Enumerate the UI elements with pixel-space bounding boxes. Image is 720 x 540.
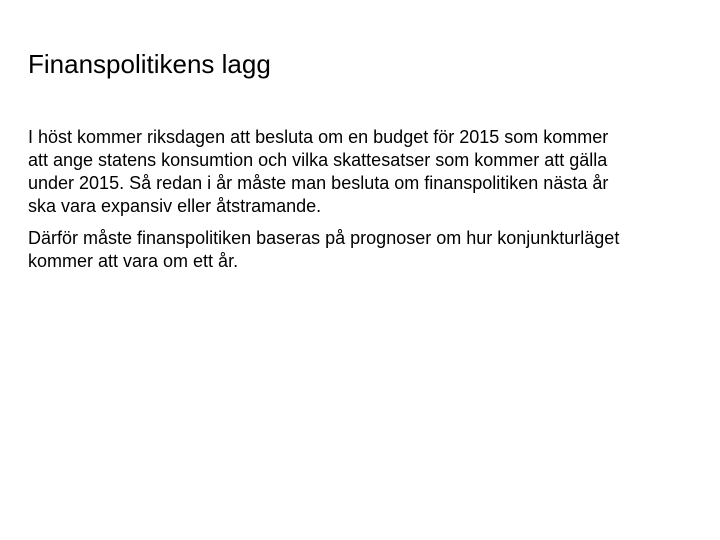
paragraph-line: ska vara expansiv eller åtstramande. <box>28 196 322 216</box>
paragraph <box>28 227 700 273</box>
paragraph-line: I höst kommer riksdagen att besluta om en budget för 2015 som kommer <box>28 127 609 147</box>
slide-title: Finanspolitikens lagg <box>28 49 271 79</box>
paragraph-line: att ange statens konsumtion och vilka skattesatser som kommer att gälla <box>28 150 608 170</box>
paragraph-line: Därför måste finanspolitiken baseras på prognoser om hur konjunkturläget <box>28 228 620 248</box>
paragraph-line: kommer att vara om ett år. <box>28 251 239 271</box>
paragraph-line: under 2015. Så redan i år måste man besluta om finanspolitiken nästa år <box>28 173 609 193</box>
slide-body <box>28 126 700 282</box>
paragraph <box>28 126 700 218</box>
